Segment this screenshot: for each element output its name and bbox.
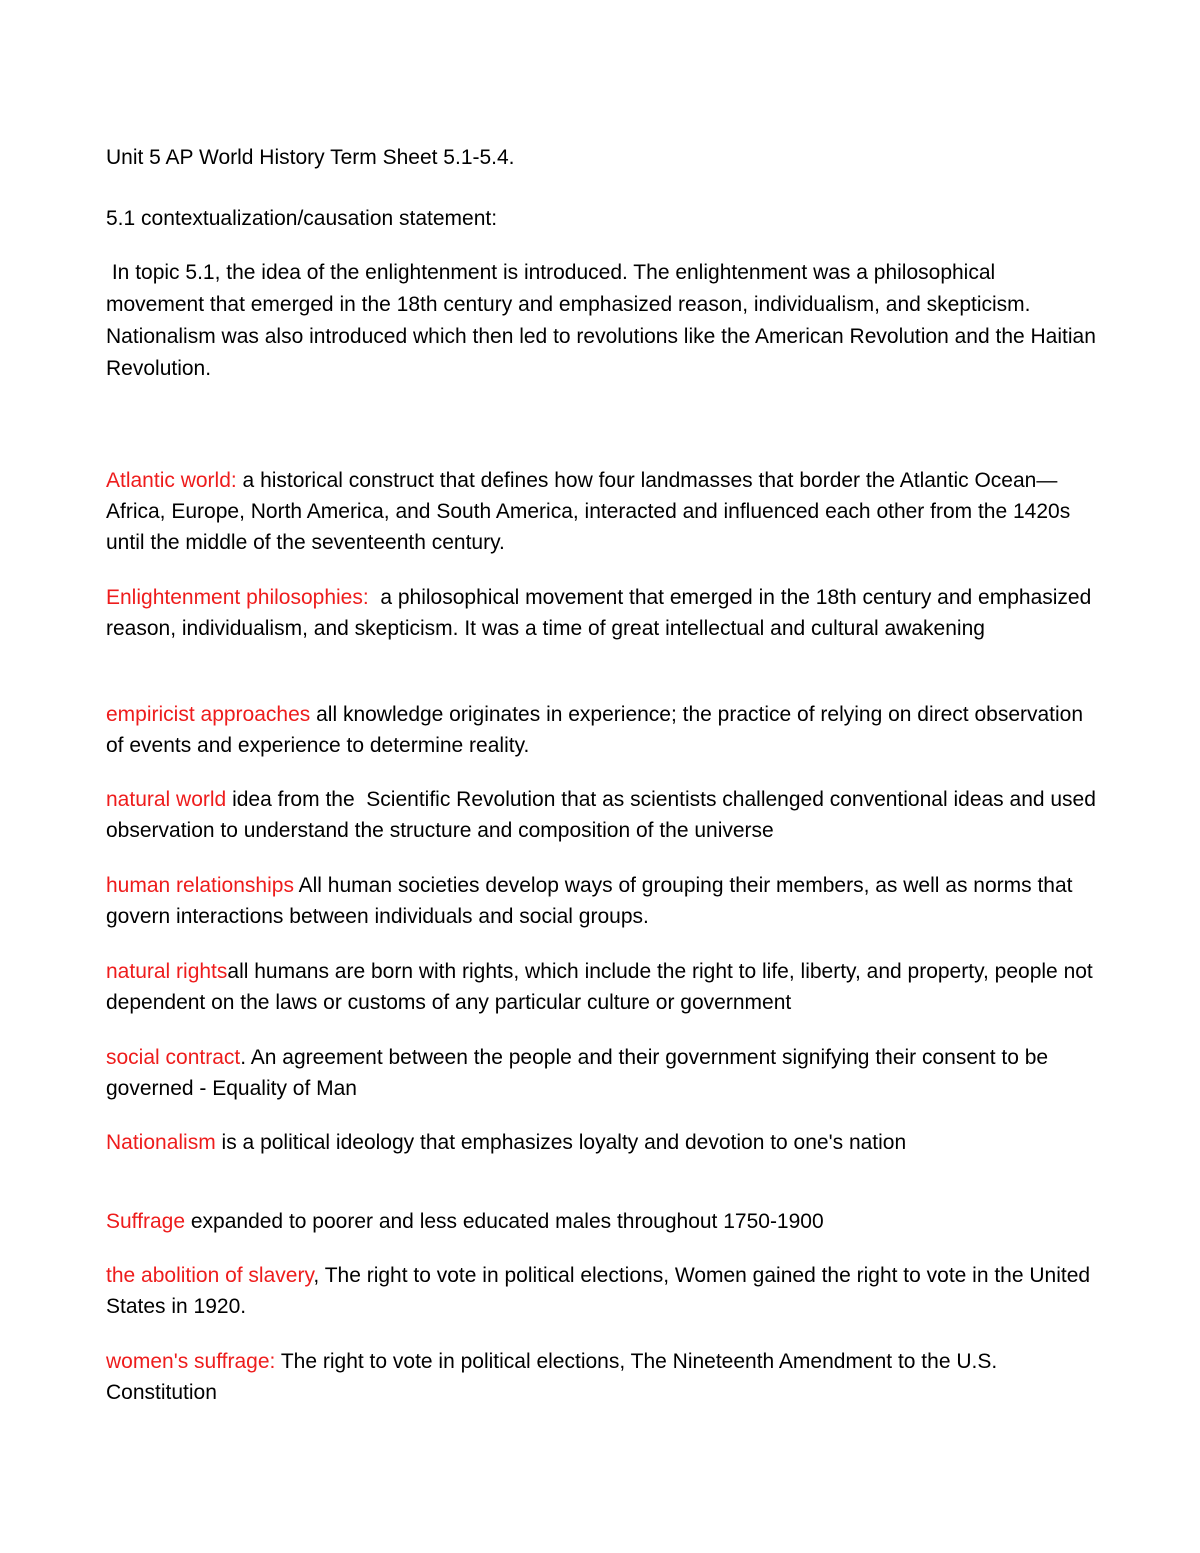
term-entry-atlantic-world — [106, 465, 1106, 558]
term-entry-womens-suffrage — [106, 1346, 1106, 1408]
term-definition: a historical construct that defines how four landmasses that border the Atlantic Ocean—Africa, Europe, North America, and South America, interacted and influenced each other from the 1420s until the middle of the seventeenth century. — [106, 469, 1071, 554]
term-definition: idea from the Scientific Revolution that as scientists challenged conventional ideas and used observation to understand the structure and composition of the universe — [106, 788, 1102, 842]
term-label: women's suffrage: — [106, 1350, 276, 1373]
term-label: Enlightenment philosophies: — [106, 586, 369, 609]
term-entry-human-relationships — [106, 870, 1106, 932]
term-definition: all knowledge originates in experience; the practice of relying on direct observation of events and experience to determine reality. — [106, 703, 1084, 757]
term-entry-nationalism — [106, 1127, 1106, 1158]
intro-paragraph: In topic 5.1, the idea of the enlightenment is introduced. The enlightenment was a philosophical movement that emerged in the 18th century and emphasized reason, individualism, and skepticism. Nationalism was also introduced which then led to revolutions like the American Revolution and the Haitian Revolution. — [106, 261, 1102, 380]
term-definition: is a political ideology that emphasizes loyalty and devotion to one's nation — [215, 1131, 907, 1154]
term-label: natural rights — [106, 960, 228, 983]
term-entry-social-contract — [106, 1042, 1106, 1104]
term-label: the abolition of slavery — [106, 1264, 314, 1287]
term-definition: The right to vote in political elections, The Nineteenth Amendment to the U.S. Constitution — [106, 1350, 998, 1404]
term-label: Nationalism — [106, 1131, 216, 1154]
term-label: natural world — [106, 788, 227, 811]
term-label: empiricist approaches — [106, 703, 311, 726]
term-definition: . An agreement between the people and their government signifying their consent to be governed - Equality of Man — [106, 1046, 1049, 1100]
term-label: Suffrage — [106, 1210, 186, 1233]
term-entry-enlightenment-philosophies — [106, 582, 1106, 644]
term-label: social contract — [106, 1046, 241, 1069]
term-label: Atlantic world: — [106, 469, 237, 492]
term-definition: all humans are born with rights, which include the right to life, liberty, and property, people not dependent on the laws or customs of any particular culture or government — [106, 960, 1093, 1014]
term-entry-abolition-of-slavery — [106, 1260, 1106, 1322]
term-entry-empiricist-approaches — [106, 699, 1106, 761]
section-heading: 5.1 contextualization/causation statement: — [106, 207, 498, 230]
term-entry-natural-rights — [106, 956, 1116, 1018]
term-definition: a philosophical movement that emerged in the 18th century and emphasized reason, individualism, and skepticism. It was a time of great intellectual and cultural awakening — [106, 586, 1098, 640]
term-label: human relationships — [106, 874, 294, 897]
term-entry-suffrage — [106, 1206, 1106, 1237]
term-definition: , The right to vote in political elections, Women gained the right to vote in the United States in 1920. — [106, 1264, 1091, 1318]
term-definition: expanded to poorer and less educated males throughout 1750-1900 — [185, 1210, 824, 1233]
term-entry-natural-world — [106, 784, 1106, 846]
term-definition: All human societies develop ways of grouping their members, as well as norms that govern interactions between individuals and social groups. — [106, 874, 1073, 928]
document-title: Unit 5 AP World History Term Sheet 5.1-5.4. — [106, 146, 515, 169]
